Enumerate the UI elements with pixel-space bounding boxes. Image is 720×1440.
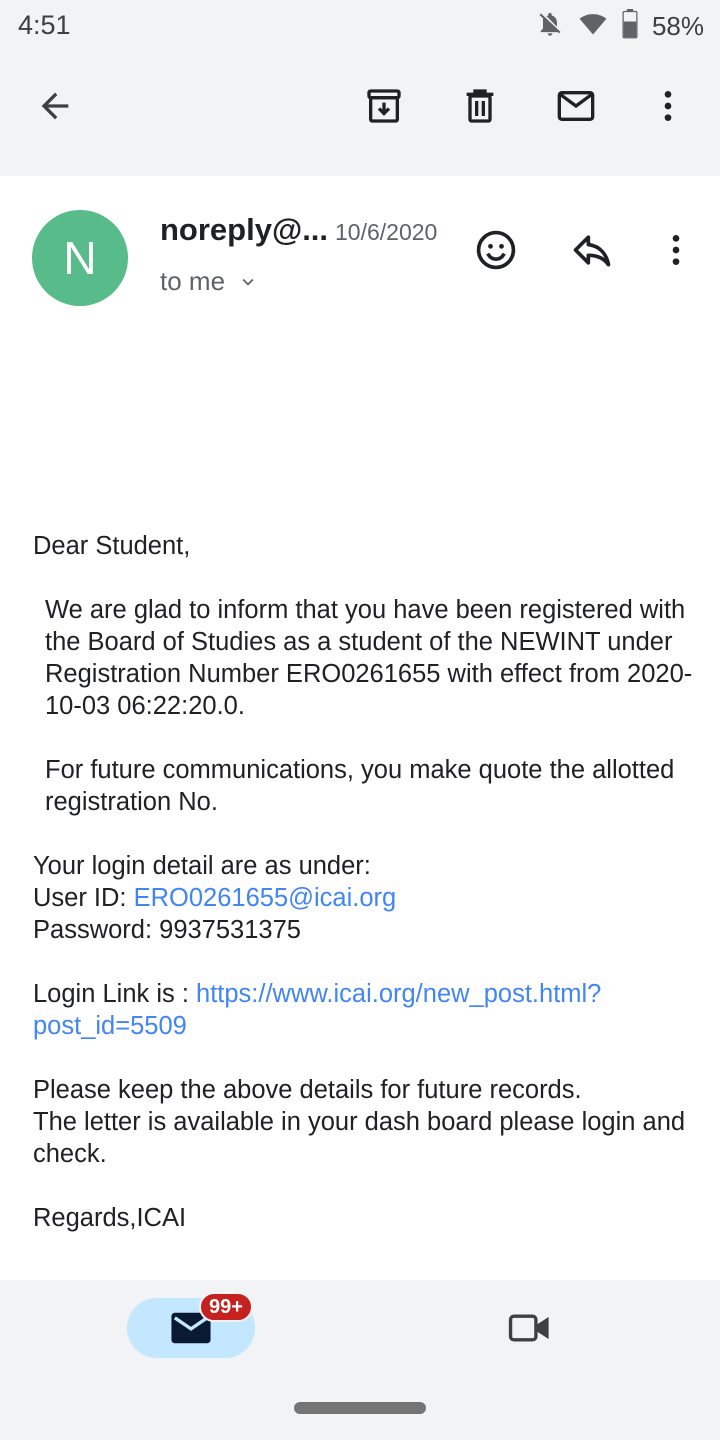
bottom-navigation [0,1280,720,1440]
password-value: 9937531375 [159,916,301,944]
battery-icon [622,9,638,44]
archive-button[interactable] [354,76,414,136]
more-vert-icon [656,230,696,270]
status-time: 4:51 [18,10,71,40]
body-paragraph-2: For future communications, you make quote the allotted registration No. [45,756,675,816]
body-paragraph-1: We are glad to inform that you have been registered with the Board of Studies as a student of the NEWINT under Registration Number ERO0261655 with effect from 2020-10-03 06:22:20.0. [45,596,693,720]
recipient-label: to me [160,266,226,296]
wifi-icon [578,10,608,43]
login-intro: Your login detail are as under: [33,852,371,880]
greeting: Dear Student, [33,532,191,560]
nav-meet-button[interactable] [500,1298,560,1358]
more-options-button[interactable] [638,76,698,136]
recipient-details-toggle[interactable] [160,266,259,297]
login-link[interactable]: https://www.icai.org/new_post.html?post_id=5509 [33,980,602,1040]
status-icons [536,8,704,44]
delete-icon [460,86,500,126]
back-arrow-icon [35,86,75,126]
chevron-down-icon [237,271,259,293]
keep-details-line: Please keep the above details for future records. [33,1076,582,1104]
signoff: Regards,ICAI [33,1204,187,1232]
notifications-off-icon [536,10,564,43]
sender-avatar[interactable]: N [32,210,128,306]
email-body [33,530,693,1266]
react-emoji-button[interactable] [468,222,524,278]
video-camera-icon [508,1310,552,1346]
more-vert-icon [648,86,688,126]
dashboard-line: The letter is available in your dash board please login and check. [33,1108,686,1168]
status-bar [0,0,720,52]
gesture-handle[interactable] [294,1402,426,1414]
app-bar [0,52,720,176]
reply-button[interactable] [564,222,620,278]
user-id-link[interactable]: ERO0261655@icai.org [133,884,397,912]
emoji-icon [474,228,518,272]
user-id-label: User ID: [33,884,134,912]
battery-percent: 58% [651,10,704,41]
message-more-button[interactable] [648,222,704,278]
closing-paragraph [33,1074,693,1170]
mark-unread-icon [554,86,598,126]
login-link-label: Login Link is : [33,980,197,1008]
unread-count-badge: 99+ [199,1292,253,1322]
delete-button[interactable] [450,76,510,136]
password-label: Password: [33,916,160,944]
login-link-line [33,978,693,1042]
login-details [33,850,693,946]
sender-name: noreply@... [160,212,329,247]
back-button[interactable] [25,76,85,136]
message-date: 10/6/2020 [335,219,438,245]
archive-icon [364,86,404,126]
reply-icon [570,228,614,272]
mark-unread-button[interactable] [546,76,606,136]
